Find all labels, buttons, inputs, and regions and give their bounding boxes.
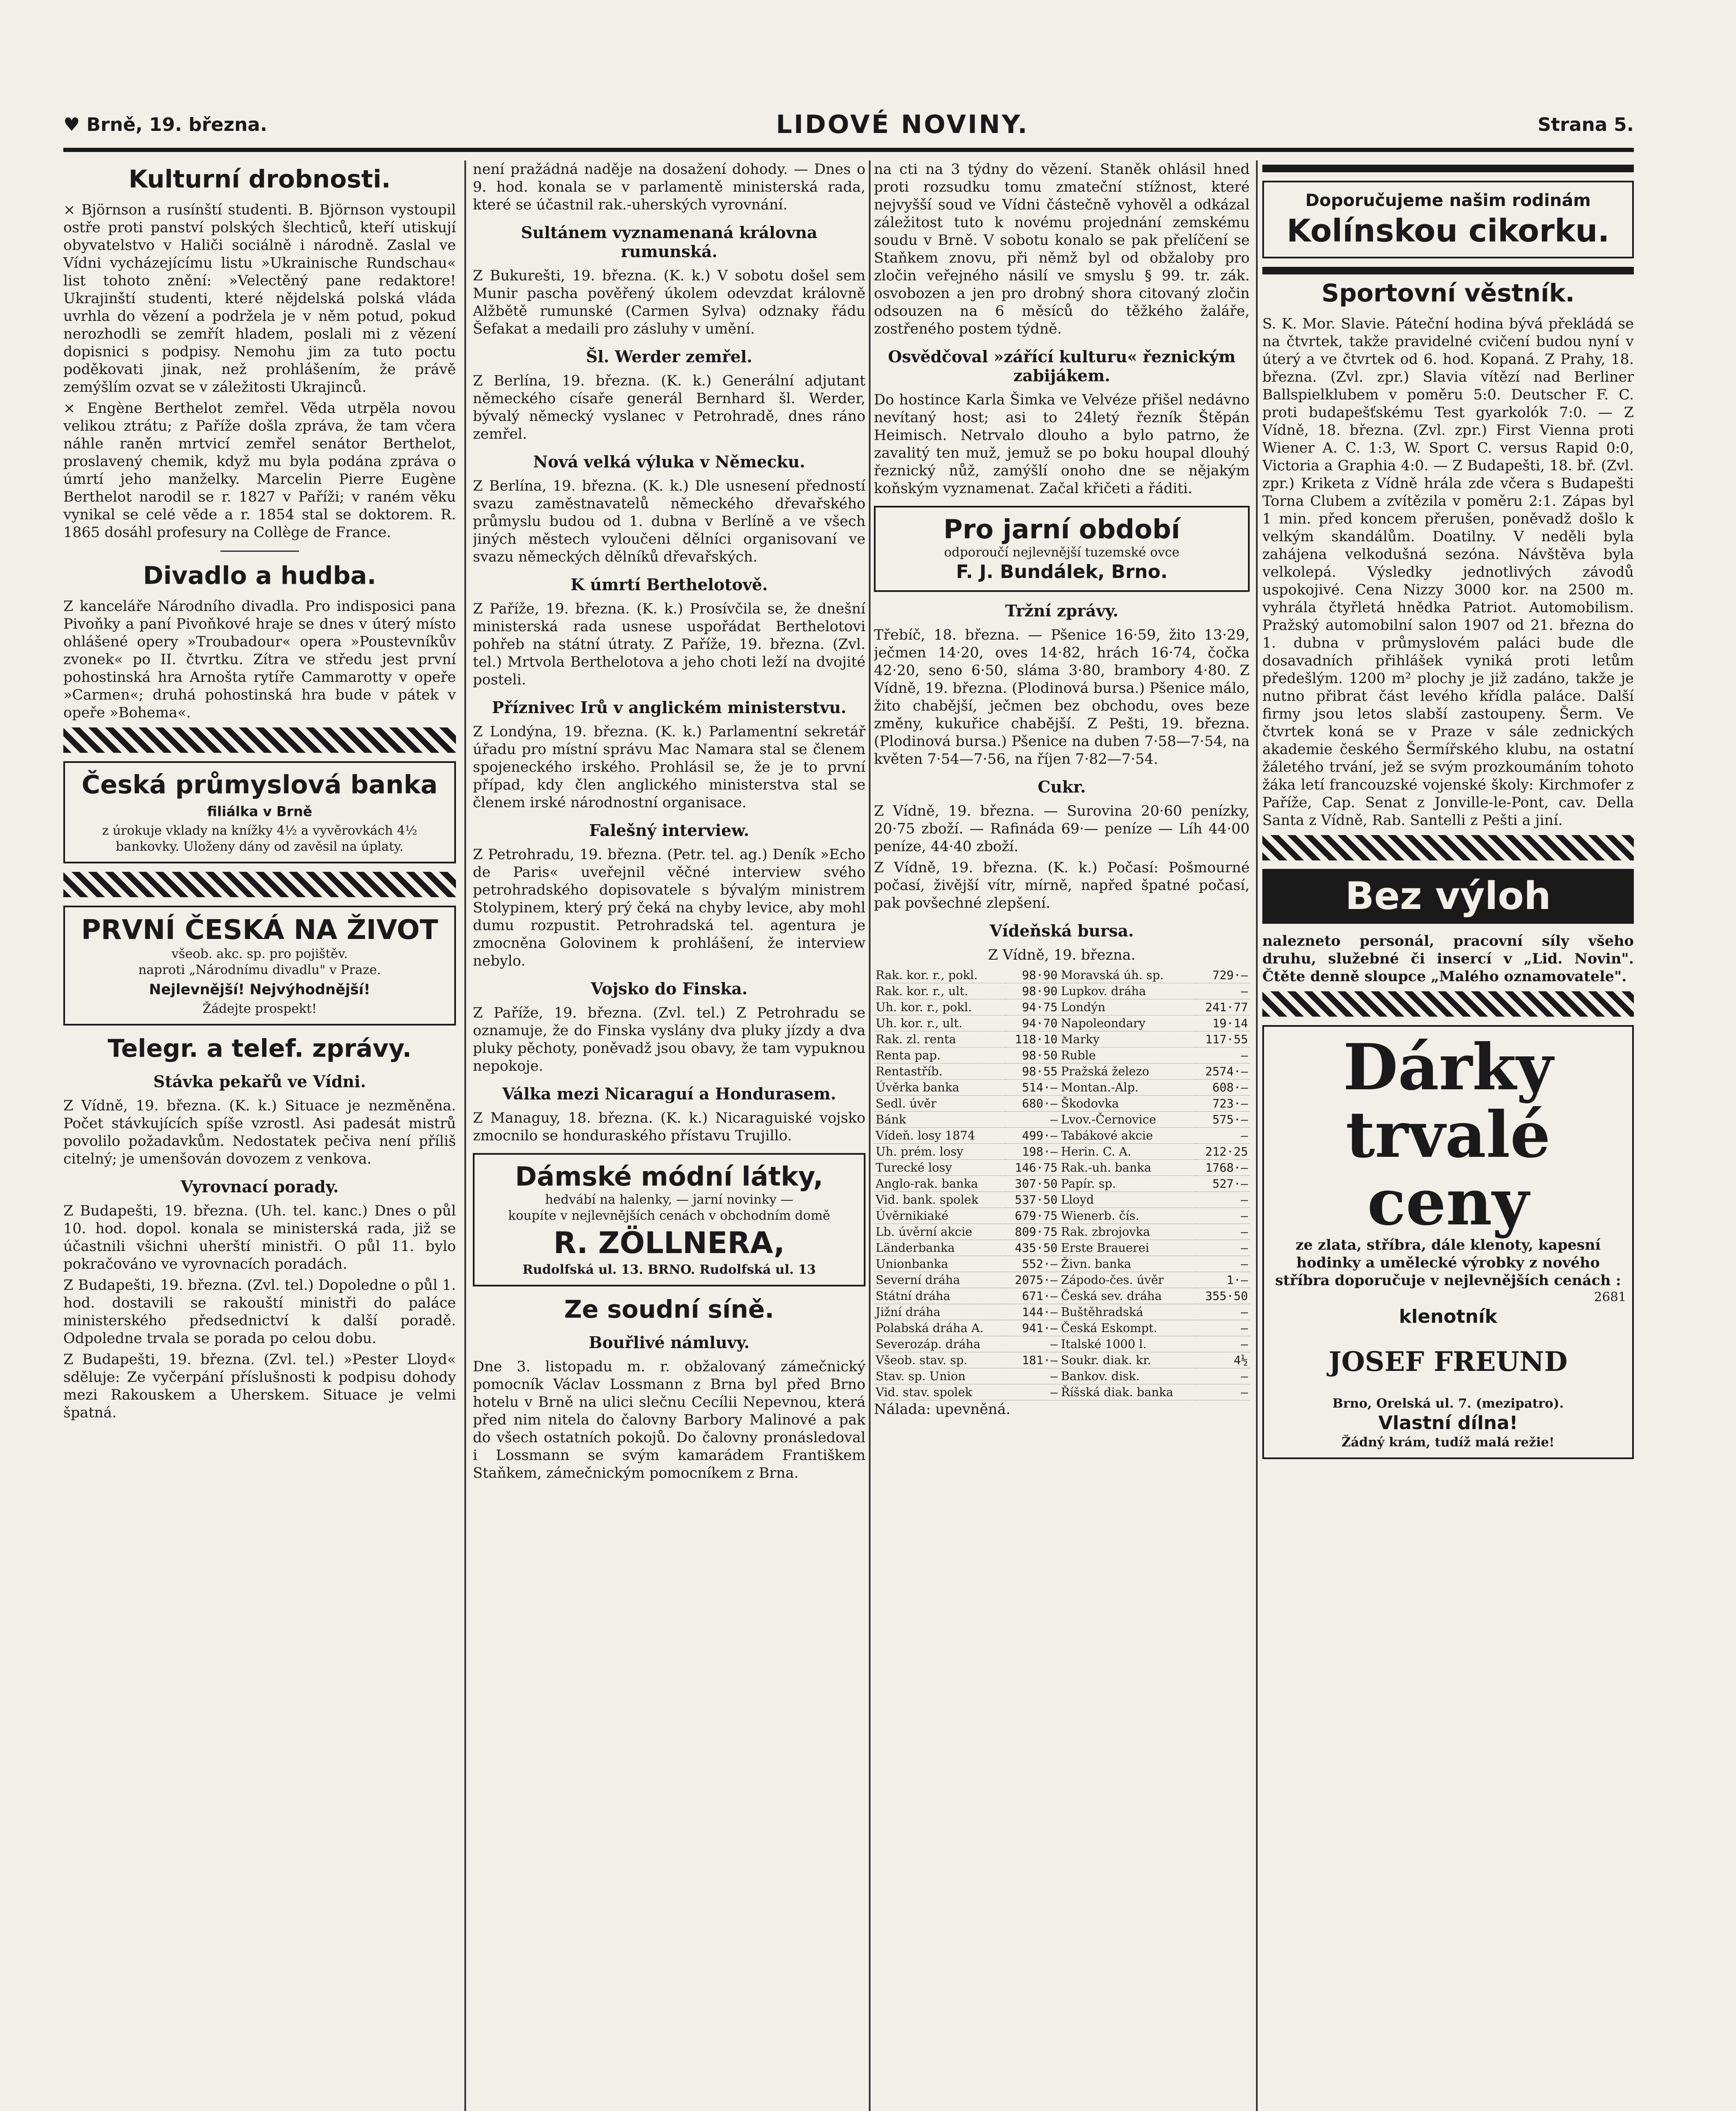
bursa-value: — [1196, 1047, 1250, 1064]
article-text: Z Budapešti, 19. března. (Uh. tel. kanc.) Dnes o půl 10. hod. dopol. konala se ministerská rada, již se účastnili všichni uherští ministři. O půl 11. bylo pokračováno ve vyrovnacích poradách. [63, 1202, 456, 1273]
advert-spring [874, 506, 1250, 592]
bursa-name: Ruble [1059, 1047, 1196, 1064]
column-rule [464, 160, 466, 2111]
bursa-value: 723·— [1196, 1096, 1250, 1112]
table-row [874, 1240, 1250, 1256]
table-row [874, 1272, 1250, 1288]
bursa-name: Erste Brauerei [1059, 1240, 1196, 1256]
advert-text: Žádejte prospekt! [202, 1001, 317, 1016]
table-row [874, 1015, 1250, 1031]
article-headline: Nová velká výluka v Německu. [533, 452, 806, 471]
bursa-name: Papír. sp. [1059, 1176, 1196, 1192]
bursa-value: 941·— [1005, 1320, 1059, 1336]
bursa-value: — [1196, 1304, 1250, 1320]
article-headline: Falešný interview. [589, 821, 749, 840]
bursa-name: Napoleondary [1059, 1015, 1196, 1031]
article-text: Třebíč, 18. března. — Pšenice 16·59, žito 13·29, ječmen 14·20, oves 14·82, hrách 16·74, čočka 42·20, seno 6·50, sláma 3·80, brambory 4·80. Z Vídně, 19. března. (Plodinová bursa.) Pšenice málo, žito chabější, ječmen bez obchodu, oves beze změny, kukuřice chabější. Z Pešti, 19. března. (Plodinová bursa.) Pšenice na duben 7·58—7·54, na květen 7·54—7·56, na říjen 7·82—7·54. [874, 627, 1250, 768]
bursa-name: Úvěrka banka [874, 1080, 1005, 1096]
advert-title: Pro jarní období [943, 514, 1180, 545]
bursa-value: 98·50 [1005, 1047, 1059, 1064]
bursa-value: 146·75 [1005, 1160, 1059, 1176]
advert-text: naproti „Národnímu divadlu" v Praze. [138, 963, 381, 977]
bursa-name: Severozáp. dráha [874, 1336, 1005, 1352]
paper-title: LIDOVÉ NOVINY. [776, 110, 1029, 139]
bursa-value: 144·— [1005, 1304, 1059, 1320]
bursa-date: Z Vídně, 19. března. [988, 947, 1136, 963]
bursa-value: — [1196, 1368, 1250, 1384]
bursa-value: 212·25 [1196, 1144, 1250, 1160]
article-text: není pražádná naděje na dosažení dohody. — Dnes o 9. hod. konala se v parlamentě ministerská rada, které se účastnil rak.-uherských vyrovnání. [473, 161, 865, 213]
article-headline: Bouřlivé námluvy. [589, 1333, 750, 1352]
bursa-name: Státní dráha [874, 1288, 1005, 1304]
advert-title: Kolínskou cikorku. [1286, 213, 1610, 249]
advert-chicory [1262, 181, 1634, 258]
table-row [874, 1192, 1250, 1208]
bursa-name: Jižní dráha [874, 1304, 1005, 1320]
bursa-value: — [1196, 1224, 1250, 1240]
bursa-value: 671·— [1005, 1288, 1059, 1304]
bursa-name: Rak. zl. renta [874, 1031, 1005, 1047]
advert-text: ze zlata, stříbra, dále klenoty, kapesní hodinky a umělecké výrobky z nového stříbra doporučuje v nejlevnějších cenách : [1275, 1237, 1621, 1289]
section-title: Ze soudní síně. [564, 1295, 774, 1324]
advert-fabrics [473, 1153, 865, 1286]
table-row [874, 1112, 1250, 1128]
bursa-value: 552·— [1005, 1256, 1059, 1272]
bursa-name: Živn. banka [1059, 1256, 1196, 1272]
table-row [874, 967, 1250, 983]
decorative-band [1262, 835, 1634, 860]
table-row [874, 1368, 1250, 1384]
bursa-value: — [1196, 1240, 1250, 1256]
bursa-name: Severní dráha [874, 1272, 1005, 1288]
bursa-value: 1768·— [1196, 1160, 1250, 1176]
decorative-bar [1262, 267, 1634, 274]
article-text: × Engène Berthelot zemřel. Věda utrpěla novou velikou ztrátu; z Paříže došla zpráva, že tam včera náhle raněn mrtvicí zemřel senátor Berthelot, proslavený chemik, když mu byla podána zpráva o úmrtí jeho manželky. Marcelin Pierre Eugène Berthelot narodil se r. 1827 v Paříži; v raném věku vynikal se celé věde a r. 1854 stal se doktorem. R. 1865 dosáhl profesury na Collège de France. [63, 400, 456, 541]
bursa-value: — [1196, 1336, 1250, 1352]
article-headline: Stávka pekařů ve Vídni. [153, 1072, 366, 1091]
advert-jeweller [1262, 1025, 1634, 1459]
advert-firm: JOSEF FREUND [1329, 1346, 1568, 1378]
table-row [874, 1256, 1250, 1272]
bursa-value: 2075·— [1005, 1272, 1059, 1288]
bursa-value: 809·75 [1005, 1224, 1059, 1240]
bursa-value: 679·75 [1005, 1208, 1059, 1224]
article-text: Z Managuy, 18. března. (K. k.) Nicaraguiské vojsko zmocnilo se honduraského přístavu Trujillo. [473, 1110, 865, 1144]
bursa-value: 241·77 [1196, 999, 1250, 1015]
article-headline: Vídeňská bursa. [990, 921, 1134, 940]
column-1 [63, 160, 456, 2111]
advert-title: Česká průmyslová banka [81, 770, 438, 800]
column-rule [1256, 160, 1258, 2111]
bursa-name: Rak. kor. r., ult. [874, 983, 1005, 999]
bursa-name: Zápodo-čes. úvěr [1059, 1272, 1196, 1288]
article-text: Z Berlína, 19. března. (K. k.) Generální adjutant německého císaře generál Bernhard šl. Werder, bývalý německý vyslanec v Petrohradě, dnes ráno zemřel. [473, 372, 865, 442]
decorative-band [63, 727, 456, 753]
stock-exchange [874, 921, 1250, 1418]
article-headline: Vyrovnací porady. [180, 1177, 339, 1196]
table-row [874, 1096, 1250, 1112]
bursa-name: Länderbanka [874, 1240, 1005, 1256]
advert-footer: Žádný krám, tudíž malá režie! [1341, 1435, 1555, 1450]
bursa-value: — [1005, 1384, 1059, 1400]
bursa-name: Vídeň. losy 1874 [874, 1128, 1005, 1144]
bursa-name: Renta pap. [874, 1047, 1005, 1064]
bursa-name: Pražská železo [1059, 1064, 1196, 1080]
bursa-name: Rak. kor. r., pokl. [874, 967, 1005, 983]
table-row [874, 1160, 1250, 1176]
table-row [874, 999, 1250, 1015]
bursa-name: Lloyd [1059, 1192, 1196, 1208]
bursa-name: Tabákové akcie [1059, 1128, 1196, 1144]
bursa-value: 94·75 [1005, 999, 1059, 1015]
bursa-name: Stav. sp. Union [874, 1368, 1005, 1384]
bursa-footer: Nálada: upevněná. [874, 1401, 1011, 1418]
table-row [874, 1224, 1250, 1240]
advert-title: trvalé [1345, 1098, 1551, 1172]
bursa-name: Londýn [1059, 999, 1196, 1015]
advert-slogan: Nejlevnější! Nejvýhodnější! [149, 981, 370, 998]
bursa-name: Unionbanka [874, 1256, 1005, 1272]
bursa-value: 118·10 [1005, 1031, 1059, 1047]
bursa-value: — [1005, 1336, 1059, 1352]
table-row [874, 1320, 1250, 1336]
decorative-band [1262, 991, 1634, 1017]
bursa-value: 355·50 [1196, 1288, 1250, 1304]
bursa-name: Česká Eskompt. [1059, 1320, 1196, 1336]
advert-subtitle: filiálka v Brně [207, 803, 312, 819]
bursa-value: — [1196, 1384, 1250, 1400]
article-text: Z Paříže, 19. března. (Zvl. tel.) Z Petrohradu se oznamuje, že do Finska vyslány dva pluky jízdy a dva pluky pěchoty, poněvadž jsou obavy, že tam vypuknou nepokoje. [473, 1004, 865, 1074]
article-headline: Šl. Werder zemřel. [586, 347, 752, 366]
decorative-band [63, 872, 456, 897]
article-text: Z Berlína, 19. března. (K. k.) Dle usnesení předností svazu zaměstnavatelů německého dřevařského průmyslu budou od 1. dubna v Berlíně a ve všech jiných městech vyloučeni dělníci organisovaní ve svazu německých dělníků dřevařských. [473, 478, 865, 565]
bursa-value: 527·— [1196, 1176, 1250, 1192]
section-title: Divadlo a hudba. [143, 561, 377, 590]
bursa-name: Vid. stav. spolek [874, 1384, 1005, 1400]
advert-title: Dámské módní látky, [515, 1161, 823, 1192]
bursa-name: Herin. C. A. [1059, 1144, 1196, 1160]
advert-address: Rudolfská ul. 13. BRNO. Rudolfská ul. 13 [522, 1262, 816, 1277]
bursa-value: 514·— [1005, 1080, 1059, 1096]
bursa-value: 198·— [1005, 1144, 1059, 1160]
table-row [874, 1144, 1250, 1160]
article-text: Z Petrohradu, 19. března. (Petr. tel. ag.) Deník »Echo de Paris« uveřejnil věčné interview svého petrohradského dopisovatele s bývalým ministrem Stolypinem, který prý čeká na chyby levice, aby mohl dumu rozpustit. Petrohradská tel. agentura je zmocněna Golovinem k prohlášení, že interview nebylo. [473, 846, 865, 969]
bursa-name: Lb. úvěrní akcie [874, 1224, 1005, 1240]
bursa-name: Sedl. úvěr [874, 1096, 1005, 1112]
article-text: Z Bukurešti, 19. března. (K. k.) V sobotu došel sem Munir pascha pověřený úkolem odevzdat královně Alžbětě rumunské (Carmen Sylva) odznaky řádu Šefakat a medaili pro zásluhy v umění. [473, 267, 865, 337]
bursa-value: 608·— [1196, 1080, 1250, 1096]
bursa-name: Úvěrnikiaké [874, 1208, 1005, 1224]
advert-title: Dárky [1343, 1030, 1553, 1104]
advert-firm: F. J. Bundálek, Brno. [956, 561, 1168, 583]
bursa-value: — [1005, 1368, 1059, 1384]
article-text: S. K. Mor. Slavie. Páteční hodina bývá překládá se na čtvrtek, takže pravidelné cvičení budou nyní v úterý a ve čtvrtek od 6. hod. Kopaná. Z Prahy, 18. března. (Zvl. zpr.) Slavia vítězí nad Berliner Ballspielklubem v poměru 5:0. Deutscher F. C. proti budapešťskému Test gyarkolók 7:0. — Z Vídně, 18. března. (Zvl. zpr.) First Vienna proti Wiener A. C. 1:3, W. Sport C. versus Rapid 0:0, Victoria a Graphia 4:0. — Z Budapešti, 18. bř. (Zvl. zpr.) Kriketa z Vídně hrála zde včera s Budapešti Torna Clubem a zvítězila v poměru 2:1. Zápas byl 1 min. před koncem přerušen, poněvadž došlo k velkým skandálům. Doatilny. V neděli byla zahájena velkodušná sezóna. Návštěva byla velkolepá. Výsledky jednotlivých závodů uspokojivé. Cena Nizzy 3000 kor. na 2500 m. vyhrála čtyřletá hnědka Patriot. Automobilism. Pražský automobilní salon 1907 od 21. března do 1. dubna v průmyslovém paláci bude dle dosavadních přihlášek vyniká proti letům předešlým. 1200 m² plochy je již zadáno, takže je nutno přibrat část levého křídla paláce. Další firmy jsou letos slabší zastoupeny. Šerm. Ve čtvrtek koná se v Praze v sále zednických akademie českého Šermířského klubu, na ostatní žáletého trvání, jež se svým prozkoumáním tohoto žáka letí francouzské vojenské školy: Kirchmofer z Paříže, Cap. Senat z Jonville-le-Pont, cav. Della Santa z Vídně, Rab. Santelli z Pešti a jiní. [1262, 315, 1634, 829]
advert-bank [63, 761, 456, 863]
article-text: Z Vídně, 19. března. (K. k.) Situace je nezměněna. Počet stávkujících spíše vzrostl. Asi padesát mistrů povolilo požadavkům. Nedostatek pečiva není příliš citelný; je umenšován dovozem z venkova. [63, 1097, 456, 1167]
table-row [874, 1352, 1250, 1368]
bursa-name: Vid. bank. spolek [874, 1192, 1005, 1208]
article-text: na cti na 3 týdny do vězení. Staněk ohlásil hned proti rozsudku tomu zmateční stížnost, které nejvyšší soud ve Vídni částečně vyhověl a odkázal záležitost tuto k novému projednání zemskému soudu v Brně. V sobotu konalo se pak přelíčení se Staňkem znovu, při němž byl od obžaloby pro zločin veřejného násilí ve smyslu § 99. tr. zák. osvobozen a jen pro drobný shora citovaný zločin odsouzen na 6 měsíců do těžkého žaláře, zostřeného postem týdně. [874, 161, 1250, 337]
advert-text: z úrokuje vklady na knížky 4½ a vyvěrovkách 4½ bankovky. Uloženy dány od zavěsil na úplaty. [102, 823, 418, 854]
bursa-value: 307·50 [1005, 1176, 1059, 1192]
bursa-name: Rak. zbrojovka [1059, 1224, 1196, 1240]
bursa-value: 94·70 [1005, 1015, 1059, 1031]
advert-title: PRVNÍ ČESKÁ NA ŽIVOT [81, 914, 438, 946]
article-text: × Björnson a rusínští studenti. B. Björnson vystoupil ostře proti panství polských šlechticů, kteří utiskují obyvatelstvo v Haliči sociálně i národně. Zaslal ve Vídni vycházejícímu listu »Ukrainische Rundschau« list tohoto znění: »Velectěný pane redaktore! Ukrajinští studenti, které nějdelská polská vláda uvrhla do vězení a podržela je v něm potud, pokud nerozhodli se zemřít hladem, poslali mi z vězení dopisnici s podpisy. Nemohu jim za tuto poctu poděkovati jinak, než prohlášením, že právě zemýšlím ozvat se v záležitosti Ukrajinců. [63, 201, 456, 396]
bursa-value: 435·50 [1005, 1240, 1059, 1256]
bursa-value: — [1196, 1320, 1250, 1336]
bursa-table [874, 967, 1250, 1400]
article-text: Dne 3. listopadu m. r. obžalovaný zámečnický pomocník Václav Lossmann z Brna byl před Brno hotelu v Brně na ulici slečnu Cecílii Nepevnou, která před nim nitela do čalovny Barbory Malinové a pak do všech ostatních pokojů. Do čalovny pronásledoval i Lossmann se svým kamarádem Františkem Staňkem, zámečnickým pomocníkem z Brna. [473, 1358, 865, 1481]
bursa-value: — [1196, 1192, 1250, 1208]
table-row [874, 1031, 1250, 1047]
masthead [63, 101, 1634, 152]
bursa-name: Marky [1059, 1031, 1196, 1047]
bursa-value: — [1196, 1256, 1250, 1272]
bursa-name: Rentastříb. [874, 1064, 1005, 1080]
bursa-value: 729·— [1196, 967, 1250, 983]
bursa-name: Wienerb. čís. [1059, 1208, 1196, 1224]
bursa-value: 2574·— [1196, 1064, 1250, 1080]
page-number: Strana 5. [1538, 114, 1634, 136]
bursa-value: 1·— [1196, 1272, 1250, 1288]
article-headline: Válka mezi Nicaraguí a Hondurasem. [502, 1084, 836, 1103]
bursa-name: Montan.-Alp. [1059, 1080, 1196, 1096]
bursa-name: Škodovka [1059, 1096, 1196, 1112]
bursa-name: Uh. kor. r., ult. [874, 1015, 1005, 1031]
advert-insurance [63, 906, 456, 1026]
table-row [874, 1064, 1250, 1080]
advert-subtitle: všeob. akc. sp. pro pojištěv. [171, 947, 348, 961]
table-row [874, 1288, 1250, 1304]
bursa-value: 181·— [1005, 1352, 1059, 1368]
table-row [874, 1384, 1250, 1400]
article-text: Z Vídně, 19. března. — Surovina 20·60 penízky, 20·75 zboží. — Rafináda 69·— peníze — Líh 44·00 peníze, 44·40 zboží. [874, 803, 1250, 855]
article-text: Z Paříže, 19. března. (K. k.) Prosívčila se, že dnešní ministerská rada usnese uspořádat Berthelotovi pohřeb na státní útraty. Z Paříže, 19. března. (Zvl. tel.) Mrtvola Berthelotova a jeho choti leží na dvojité posteli. [473, 600, 865, 688]
article-headline: Příznivec Irů v anglickém ministerstvu. [492, 698, 846, 717]
advert-subtitle: hedvábí na halenky, — jarní novinky — [545, 1192, 793, 1207]
advert-subtitle: odporoučí nejlevnější tuzemské ovce [944, 545, 1180, 560]
article-headline: Tržní zprávy. [1005, 601, 1119, 620]
article-text: Z Budapešti, 19. března. (Zvl. tel.) Dopoledne o půl 1. hod. dostavili se rakouští ministři do paláce ministerského předsednictví k další poradě. Odpoledne trvala se porada po celou dobu. [63, 1277, 456, 1347]
bursa-name: Polabská dráha A. [874, 1320, 1005, 1336]
bursa-value: — [1005, 1112, 1059, 1128]
article-headline: Vojsko do Finska. [591, 979, 748, 998]
advert-number: 2681 [1594, 1290, 1626, 1305]
bursa-value: 19·14 [1196, 1015, 1250, 1031]
bursa-name: Rak.-uh. banka [1059, 1160, 1196, 1176]
bursa-name: Soukr. diak. kr. [1059, 1352, 1196, 1368]
divider [220, 551, 299, 552]
advert-address: Brno, Orelská ul. 7. (mezipatro). [1332, 1396, 1564, 1411]
bursa-value: — [1196, 1208, 1250, 1224]
article-text: Do hostince Karla Šimka ve Velvéze přišel nedávno nevítaný host; asi to 24letý řezník Štěpán Heimisch. Netrvalo dlouho a bylo patrno, že zavalitý ten muž, jemuž se po boku houpal dlouhý řeznický nůž, zamýšlí onoho dne se nějakým koňským vyznamenat. Začal křičeti a řáditi. [874, 391, 1250, 497]
table-row [874, 1208, 1250, 1224]
column-4 [1262, 160, 1634, 2111]
bursa-name: Všeob. stav. sp. [874, 1352, 1005, 1368]
table-row [874, 1304, 1250, 1320]
bursa-value: 98·90 [1005, 967, 1059, 983]
column-2 [473, 160, 865, 2111]
advert-title: ceny [1367, 1165, 1529, 1240]
bursa-value: 98·55 [1005, 1064, 1059, 1080]
bursa-name: Říšská diak. banka [1059, 1384, 1196, 1400]
bursa-value: 4½ [1196, 1352, 1250, 1368]
section-title: Sportovní věstník. [1321, 279, 1575, 307]
article-text: Z Budapešti, 19. března. (Zvl. tel.) »Pester Lloyd« sděluje: Ze vyčerpání příslušnosti k podpisu dohody mezi Rakouskem a Uherskem. Situace je velmi špatná. [63, 1351, 456, 1421]
decorative-bar [1262, 165, 1634, 172]
advert-title: Bez výloh [1345, 874, 1551, 918]
bursa-value: 98·90 [1005, 983, 1059, 999]
bursa-name: Turecké losy [874, 1160, 1005, 1176]
column-rule [869, 160, 871, 2111]
bursa-name: Anglo-rak. banka [874, 1176, 1005, 1192]
bursa-name: Bankov. disk. [1059, 1368, 1196, 1384]
article-headline: Cukr. [1038, 777, 1086, 796]
article-text: Z Vídně, 19. března. (K. k.) Počasí: Pošmourné počasí, živější vítr, mírně, napřed špatné počasí, pak povšechné zlepšení. [874, 859, 1250, 912]
advert-text: nalezneto personál, pracovní síly všeho druhu, služebné či insercí v „Lid. Novin". Čtěte denně sloupce „Malého oznamovatele". [1262, 933, 1634, 985]
advert-subtitle: Doporučujeme našim rodinám [1305, 191, 1591, 210]
table-row [874, 1128, 1250, 1144]
bursa-name: Uh. kor. r., pokl. [874, 999, 1005, 1015]
bursa-name: Moravská úh. sp. [1059, 967, 1196, 983]
bursa-value: 499·— [1005, 1128, 1059, 1144]
issue-date: ♥ Brně, 19. března. [63, 114, 267, 136]
article-headline: Osvědčoval »zářící kulturu« řeznickým zabijákem. [888, 347, 1236, 385]
bursa-value: — [1196, 983, 1250, 999]
advert-slogan: Vlastní dílna! [1378, 1412, 1518, 1434]
advert-firm: R. ZÖLLNERA, [553, 1226, 785, 1260]
table-row [874, 1336, 1250, 1352]
column-3 [874, 160, 1250, 2111]
advert-no-costs [1262, 869, 1634, 924]
bursa-value: — [1196, 1128, 1250, 1144]
table-row [874, 1080, 1250, 1096]
table-row [874, 983, 1250, 999]
bursa-name: Česká sev. dráha [1059, 1288, 1196, 1304]
article-headline: Sultánem vyznamenaná královna rumunská. [521, 223, 818, 261]
advert-text: koupíte v nejlevnějších cenách v obchodním domě [508, 1208, 830, 1223]
advert-role: klenotník [1399, 1306, 1497, 1327]
article-headline: K úmrtí Berthelotově. [570, 575, 768, 594]
bursa-name: Uh. prém. losy [874, 1144, 1005, 1160]
bursa-value: 575·— [1196, 1112, 1250, 1128]
bursa-name: Buštěhradská [1059, 1304, 1196, 1320]
section-title: Telegr. a telef. zprávy. [108, 1034, 412, 1063]
article-text: Z kanceláře Národního divadla. Pro indisposici pana Pivoňky a paní Pivoňkové hraje se dnes v úterý místo ohlášené opery »Troubadour« opera »Poustevníkův zvonek« po II. čtvrtku. Zítra ve středu jest první pohostinská hra Arnošta rytíře Cammarotty v opeře »Carmen«; druhá pohostinská hra bude v pátek v opeře »Bohema«. [63, 598, 456, 721]
bursa-name: Italské 1000 l. [1059, 1336, 1196, 1352]
table-row [874, 1047, 1250, 1064]
bursa-value: 680·— [1005, 1096, 1059, 1112]
article-text: Z Londýna, 19. března. (K. k.) Parlamentní sekretář úřadu pro místní správu Mac Namara stal se členem spojeneckého irského. Prohlásil se, že je to první případ, kdy člen anglického ministerstva stal se členem irské národnostní organisace. [473, 723, 865, 811]
bursa-name: Bánk [874, 1112, 1005, 1128]
bursa-name: Lupkov. dráha [1059, 983, 1196, 999]
table-row [874, 1176, 1250, 1192]
bursa-value: 537·50 [1005, 1192, 1059, 1208]
bursa-value: 117·55 [1196, 1031, 1250, 1047]
section-title: Kulturní drobnosti. [128, 165, 391, 193]
bursa-name: Lvov.-Černovice [1059, 1112, 1196, 1128]
